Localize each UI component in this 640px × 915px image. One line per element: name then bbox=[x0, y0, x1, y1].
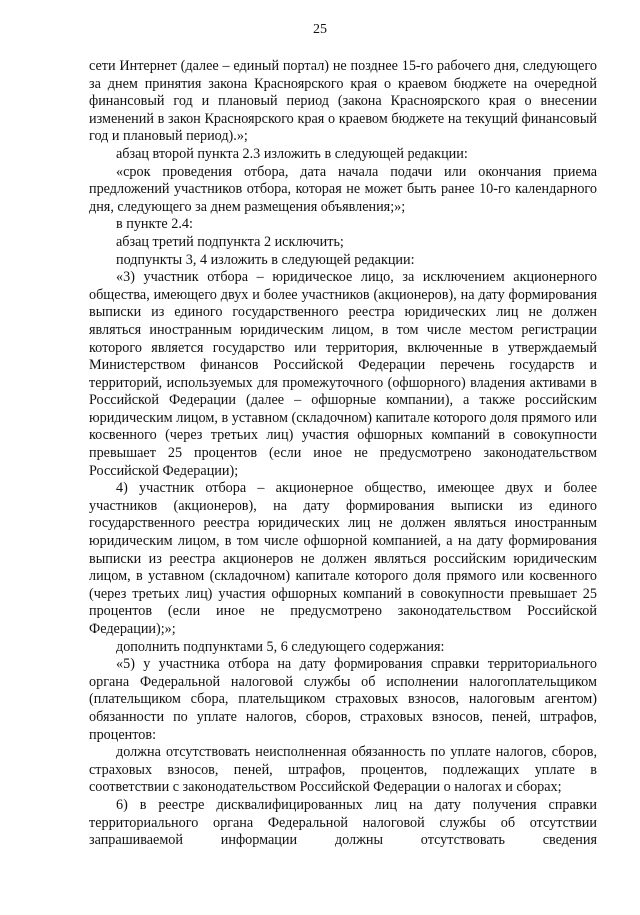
paragraph: «срок проведения отбора, дата начала подачи или окончания приема предложений участников отбора, которая не может быть ранее 10-го календарного дня, следующего за днем размещения объявления;»; bbox=[89, 163, 597, 215]
paragraph: абзац третий подпункта 2 исключить; bbox=[116, 233, 344, 250]
paragraph: 6) в реестре дисквалифицированных лиц на дату получения справки территориального органа Федеральной налоговой службы об отсутствии запрашиваемой информации должны отсутствовать сведения bbox=[89, 796, 597, 849]
paragraph: в пункте 2.4: bbox=[116, 216, 193, 233]
paragraph: «3) участник отбора – юридическое лицо, за исключением акционерного общества, имеющего двух и более участников (акционеров), на дату формирования выписки из единого государственного реестра юридических лиц не должен являться иностранным юридическим лицом, в том числе местом регистрации которого является государство или территория, включенные в утверждаемый Министерством финансов Российской Федерации перечень государств и территорий, используемых для промежуточного (офшорного) владения активами в Российской Федерации (далее – офшорные компании), а также российским юридическим лицом, в уставном (складочном) капитале которого доля прямого или косвенного (через третьих лиц) участия офшорных компаний в совокупности превышает 25 процентов (если иное не предусмотрено законодательством Российской Федерации); bbox=[89, 269, 597, 479]
paragraph: сети Интернет (далее – единый портал) не позднее 15-го рабочего дня, следующего за днем принятия закона Красноярского края о краевом бюджете на очередной финансовый год и плановый период (закона Красноярского края о внесении изменений в закон Красноярского края о краевом бюджете на текущий финансовый год и плановый период).»; bbox=[89, 58, 597, 145]
paragraph: абзац второй пункта 2.3 изложить в следующей редакции: bbox=[116, 145, 468, 162]
paragraph: «5) у участника отбора на дату формирования справки территориального органа Федеральной налоговой службы об исполнении налогоплательщиком (плательщиком сбора, плательщиком страховых взносов, налоговым агентом) обязанности по уплате налогов, сборов, страховых взносов, пеней, штрафов, процентов: bbox=[89, 656, 597, 743]
document-body bbox=[89, 58, 597, 850]
paragraph: подпункты 3, 4 изложить в следующей редакции: bbox=[116, 251, 415, 268]
paragraph: дополнить подпунктами 5, 6 следующего содержания: bbox=[116, 638, 445, 655]
paragraph: 4) участник отбора – акционерное общество, имеющее двух и более участников (акционеров), на дату формирования выписки из единого государственного реестра юридических лиц не должен являться иностранным юридическим лицом, в том числе офшорной компанией, а на дату формирования выписки из реестра акционеров не должен являться российским юридическим лицом, в уставном (складочном) капитале которого доля прямого или косвенного (через третьих лиц) участия офшорных компаний в совокупности превышает 25 процентов (если иное не предусмотрено законодательством Российской Федерации);»; bbox=[89, 480, 597, 637]
paragraph: должна отсутствовать неисполненная обязанность по уплате налогов, сборов, страховых взносов, пеней, штрафов, процентов, подлежащих уплате в соответствии с законодательством Российской Федерации о налогах и сборах; bbox=[89, 744, 597, 796]
page-number: 25 bbox=[313, 22, 327, 37]
